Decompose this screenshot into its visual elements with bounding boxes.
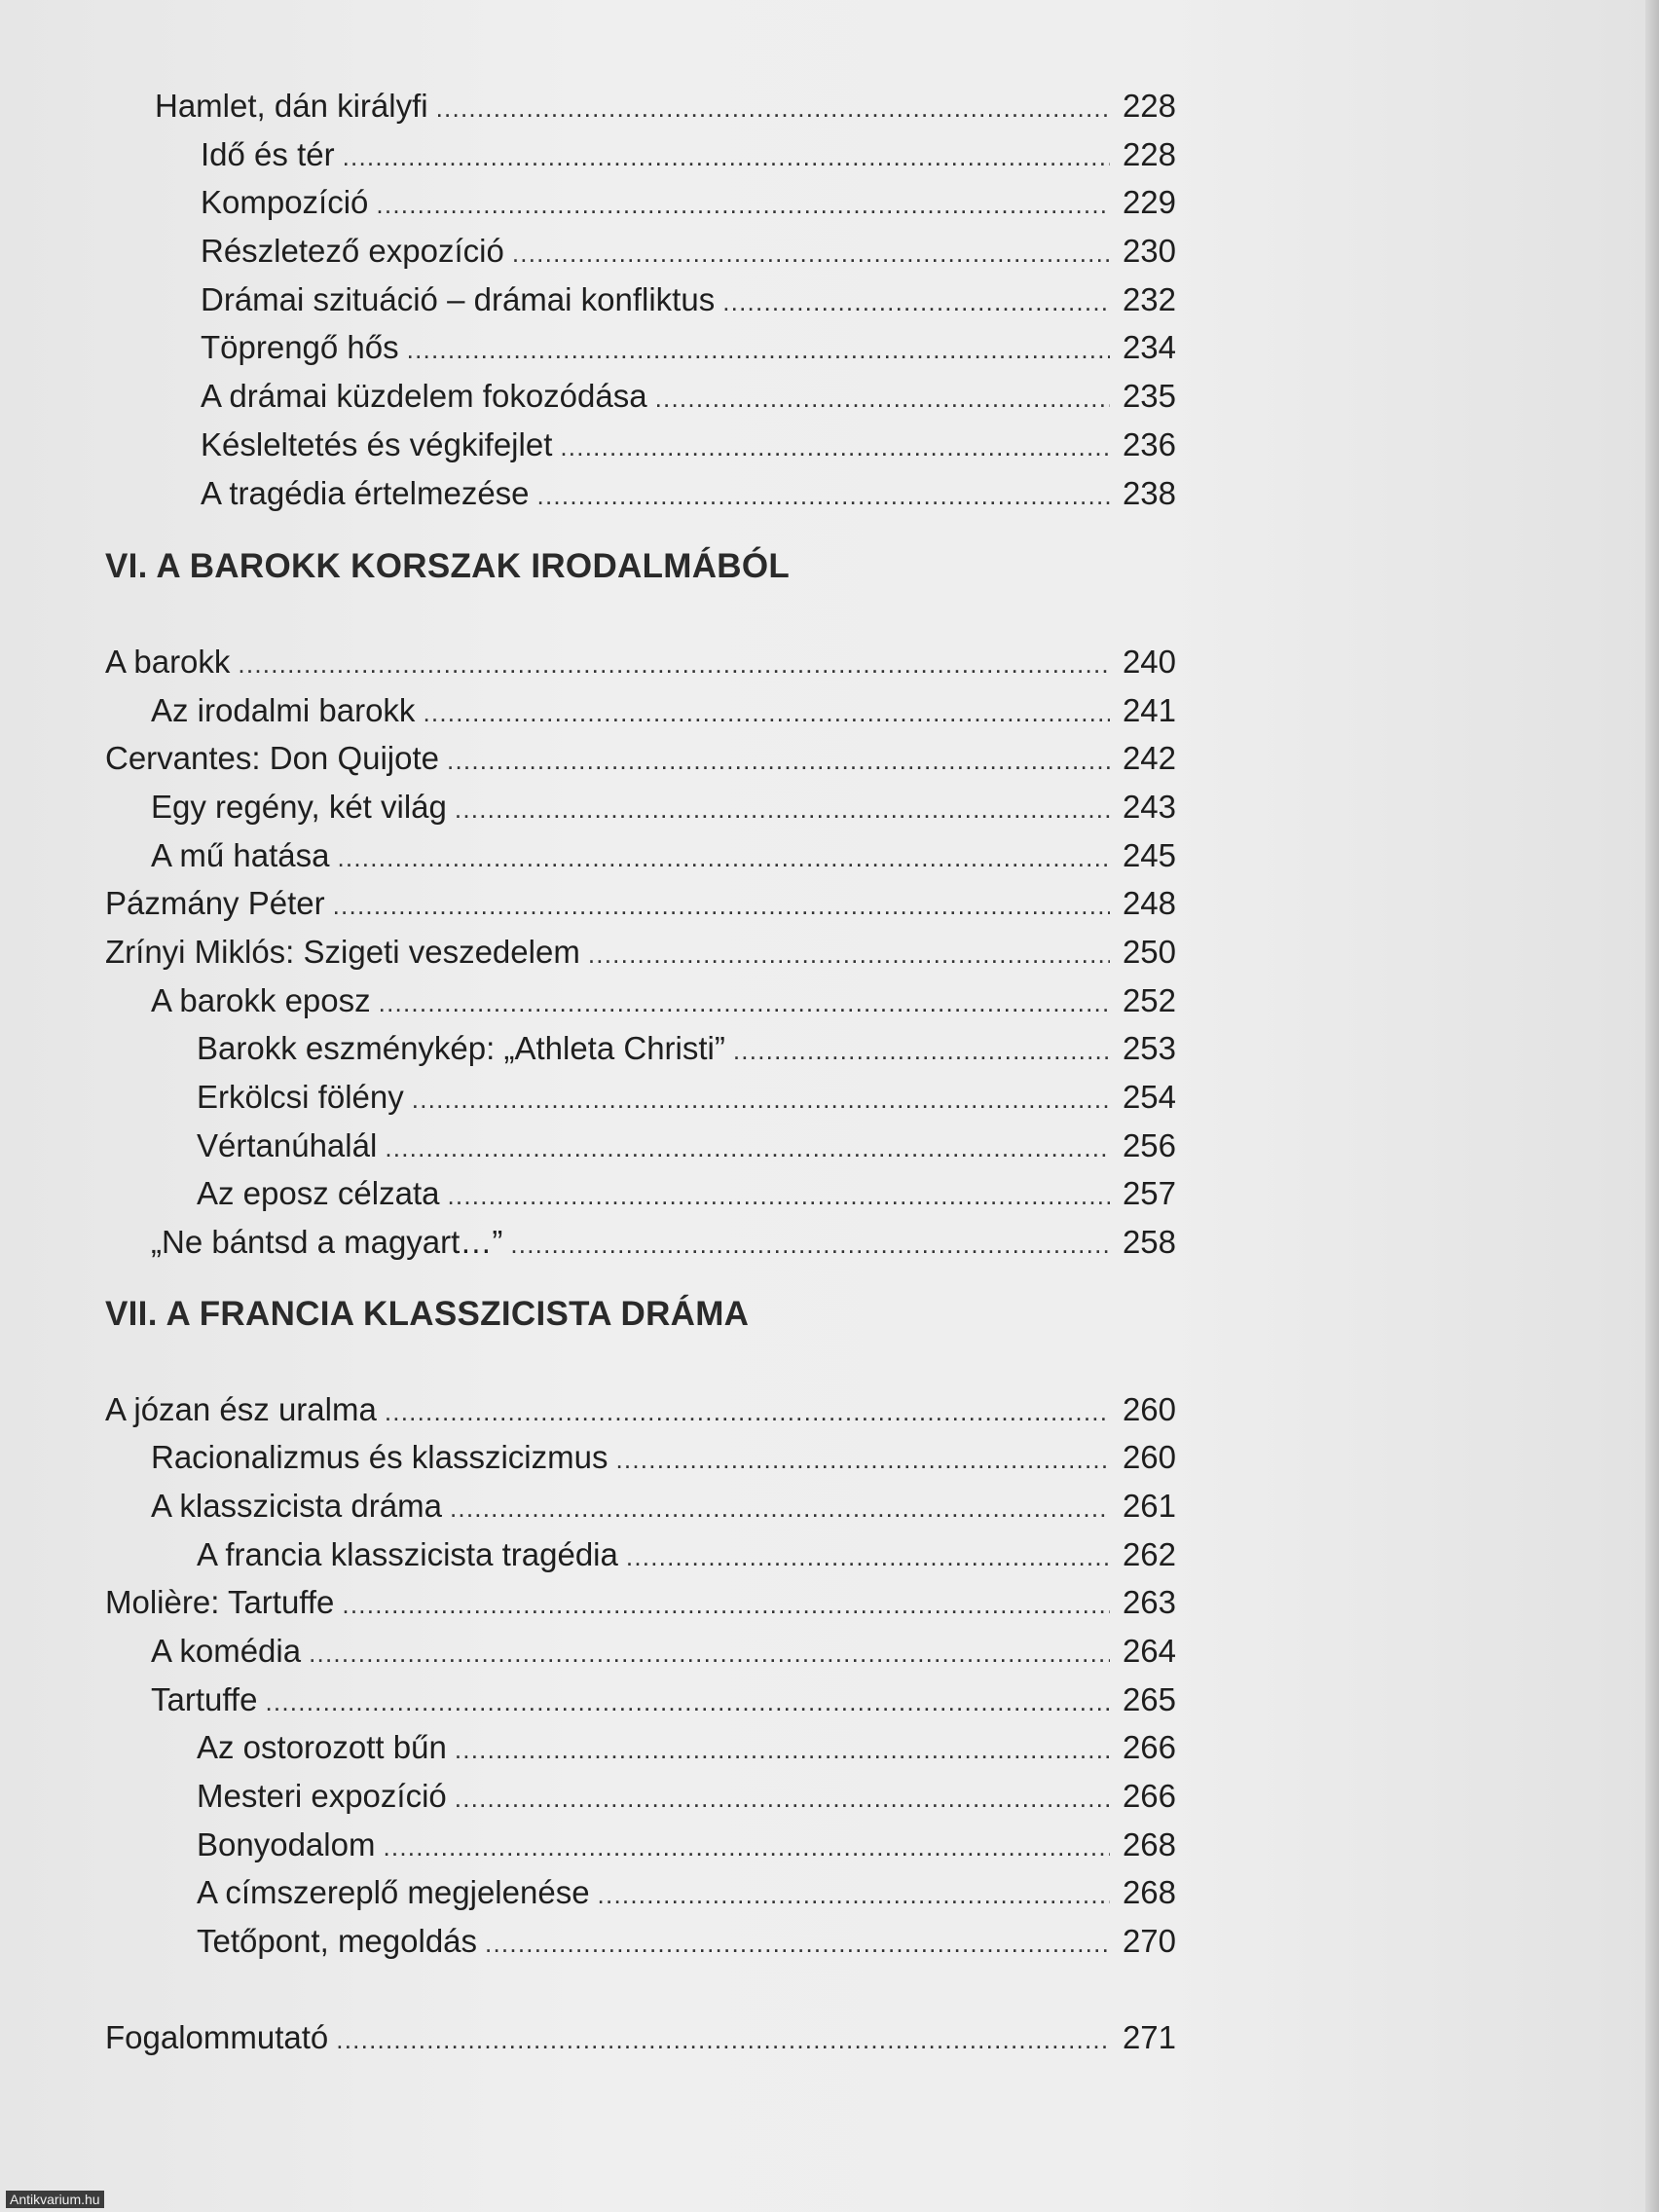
toc-entry-page: 270 <box>1122 1923 1176 1960</box>
dot-leader <box>385 1388 1110 1437</box>
toc-entry-page: 258 <box>1122 1224 1176 1261</box>
toc-entry-page: 228 <box>1122 135 1176 172</box>
dot-leader <box>265 1678 1110 1727</box>
dot-leader <box>455 786 1110 834</box>
dot-leader <box>615 1436 1110 1485</box>
dot-leader <box>450 1485 1110 1533</box>
toc-entry <box>105 1772 1176 1821</box>
toc-entry <box>155 82 1176 130</box>
toc-entry-title: „Ne bántsd a magyart…” <box>151 1224 503 1261</box>
toc-entry-page: 257 <box>1122 1175 1176 1212</box>
dot-leader <box>343 133 1110 182</box>
toc-entry-title: Vértanúhalál <box>197 1126 378 1163</box>
toc-entry-title: Tetőpont, megoldás <box>197 1923 478 1960</box>
toc-entry <box>105 276 1176 324</box>
toc-entry-page: 250 <box>1122 934 1176 970</box>
toc-entry-title: Bonyodalom <box>197 1825 376 1862</box>
dot-leader <box>337 834 1110 883</box>
toc-entry-page: 266 <box>1122 1729 1176 1766</box>
toc-entry-title: A tragédia értelmezése <box>201 474 530 511</box>
toc-entry-page: 261 <box>1122 1487 1176 1524</box>
toc-entry-page: 234 <box>1122 329 1176 366</box>
toc-entry <box>105 1676 1176 1724</box>
toc-entry <box>105 372 1176 421</box>
toc-entry-page: 271 <box>1122 2018 1176 2055</box>
toc-entry-title: Egy regény, két világ <box>151 788 447 825</box>
dot-leader <box>383 1824 1110 1872</box>
dot-leader <box>626 1533 1110 1582</box>
toc-entry-title: A józan ész uralma <box>105 1390 377 1427</box>
toc-entry-title: Pázmány Péter <box>105 885 325 922</box>
toc-entry <box>105 178 1176 227</box>
toc-entry-page: 230 <box>1122 233 1176 270</box>
watermark-credit: Antikvarium.hu <box>6 2191 104 2208</box>
toc-entry-page: 229 <box>1122 184 1176 221</box>
toc-entry-page: 265 <box>1122 1680 1176 1717</box>
dot-leader <box>379 979 1110 1028</box>
toc-entry-title: Hamlet, dán királyfi <box>155 88 428 124</box>
dot-leader <box>238 641 1110 689</box>
section-heading: VII. A FRANCIA KLASSZICISTA DRÁMA <box>105 1294 750 1333</box>
toc-entry <box>105 879 1176 928</box>
dot-leader <box>733 1027 1110 1076</box>
toc-entry-title: Tartuffe <box>151 1680 258 1717</box>
toc-entry-page: 254 <box>1122 1079 1176 1116</box>
toc-entry-page: 268 <box>1122 1825 1176 1862</box>
toc-entry <box>105 1530 1176 1579</box>
toc-entry-page: 266 <box>1122 1778 1176 1814</box>
toc-entry-title: Cervantes: Don Quijote <box>105 740 440 777</box>
toc-entry <box>105 323 1176 372</box>
toc-entry-title: Kompozíció <box>201 184 369 221</box>
toc-entry-title: Az eposz célzata <box>197 1175 440 1212</box>
table-of-contents <box>105 82 1176 2061</box>
toc-entry-title: Barokk eszménykép: „Athleta Christi” <box>197 1030 725 1067</box>
toc-entry-page: 263 <box>1122 1584 1176 1621</box>
toc-entry <box>105 1122 1176 1170</box>
toc-entry-title: Töprengő hős <box>201 329 399 366</box>
toc-entry-title: Részletező expozíció <box>201 233 504 270</box>
toc-entry <box>105 469 1176 518</box>
page-spine-shadow <box>1645 0 1659 2212</box>
toc-entry <box>105 1821 1176 1869</box>
toc-entry <box>105 1385 1176 1434</box>
toc-entry <box>105 1433 1176 1482</box>
section-heading: VI. A BAROKK KORSZAK IRODALMÁBÓL <box>105 547 791 586</box>
dot-leader <box>455 1726 1110 1775</box>
toc-entry-title: Drámai szituáció – drámai konfliktus <box>201 280 716 317</box>
toc-entry-page: 253 <box>1122 1030 1176 1067</box>
toc-entry <box>105 1024 1176 1073</box>
toc-entry <box>105 831 1176 880</box>
toc-entry-page: 248 <box>1122 885 1176 922</box>
toc-entry-title: Az irodalmi barokk <box>151 691 416 728</box>
toc-entry-page: 256 <box>1122 1126 1176 1163</box>
toc-entry <box>105 686 1176 735</box>
toc-entry-page: 235 <box>1122 378 1176 415</box>
toc-entry <box>105 130 1176 179</box>
toc-entry <box>105 1917 1176 1966</box>
toc-entry-title: A klasszicista dráma <box>151 1487 442 1524</box>
toc-entry-title: A címszereplő megjelenése <box>197 1874 590 1911</box>
dot-leader <box>336 2016 1110 2065</box>
dot-leader <box>447 737 1110 786</box>
toc-entry-page: 262 <box>1122 1535 1176 1572</box>
dot-leader <box>333 882 1110 931</box>
toc-entry-title: A barokk eposz <box>151 981 371 1018</box>
dot-leader <box>510 1221 1110 1270</box>
toc-entry <box>105 977 1176 1025</box>
dot-leader <box>722 278 1110 327</box>
toc-entry <box>105 1218 1176 1267</box>
dot-leader <box>407 326 1110 375</box>
dot-leader <box>385 1124 1110 1173</box>
dot-leader <box>436 85 1110 133</box>
toc-entry <box>105 1868 1176 1917</box>
toc-entry <box>105 227 1176 276</box>
toc-entry-page: 268 <box>1122 1874 1176 1911</box>
toc-entry-page: 228 <box>1122 88 1176 124</box>
toc-entry-page: 232 <box>1122 280 1176 317</box>
toc-entry-title: Fogalommutató <box>105 2018 329 2055</box>
toc-entry <box>105 1627 1176 1676</box>
toc-entry-title: Molière: Tartuffe <box>105 1584 335 1621</box>
dot-leader <box>485 1920 1110 1969</box>
toc-entry-title: A mű hatása <box>151 836 330 873</box>
dot-leader <box>423 689 1110 738</box>
toc-entry-title: Az ostorozott bűn <box>197 1729 447 1766</box>
toc-entry <box>105 783 1176 831</box>
toc-entry-title: A komédia <box>151 1632 302 1669</box>
toc-entry-page: 252 <box>1122 981 1176 1018</box>
toc-entry-page: 238 <box>1122 474 1176 511</box>
toc-entry-title: A drámai küzdelem fokozódása <box>201 378 647 415</box>
dot-leader <box>342 1581 1110 1630</box>
toc-entry-page: 236 <box>1122 425 1176 462</box>
toc-entry-page: 240 <box>1122 643 1176 680</box>
toc-entry-title: A barokk <box>105 643 231 680</box>
toc-entry-index <box>105 2013 1176 2062</box>
toc-entry-title: Késleltetés és végkifejlet <box>201 425 553 462</box>
toc-entry <box>105 1482 1176 1530</box>
dot-leader <box>309 1630 1110 1678</box>
toc-entry-page: 241 <box>1122 691 1176 728</box>
dot-leader <box>512 230 1110 278</box>
toc-entry-page: 243 <box>1122 788 1176 825</box>
toc-entry-page: 264 <box>1122 1632 1176 1669</box>
toc-entry-page: 260 <box>1122 1439 1176 1476</box>
toc-entry <box>105 421 1176 469</box>
dot-leader <box>455 1775 1110 1824</box>
dot-leader <box>655 375 1110 424</box>
toc-entry-page: 245 <box>1122 836 1176 873</box>
toc-entry <box>105 928 1176 977</box>
toc-entry-title: Idő és tér <box>201 135 335 172</box>
toc-entry <box>105 1723 1176 1772</box>
toc-entry-title: Erkölcsi fölény <box>197 1079 404 1116</box>
dot-leader <box>447 1172 1110 1221</box>
dot-leader <box>588 931 1110 979</box>
toc-entry <box>105 1169 1176 1218</box>
toc-entry <box>105 734 1176 783</box>
toc-entry-title: Racionalizmus és klasszicizmus <box>151 1439 608 1476</box>
toc-entry-title: A francia klasszicista tragédia <box>197 1535 618 1572</box>
dot-leader <box>376 181 1110 230</box>
toc-entry <box>105 1073 1176 1122</box>
dot-leader <box>537 472 1110 521</box>
dot-leader <box>598 1871 1110 1920</box>
toc-entry <box>105 638 1176 686</box>
toc-entry <box>105 1578 1176 1627</box>
toc-entry-page: 242 <box>1122 740 1176 777</box>
toc-entry-title: Zrínyi Miklós: Szigeti veszedelem <box>105 934 580 970</box>
toc-entry-title: Mesteri expozíció <box>197 1778 447 1814</box>
dot-leader <box>412 1076 1110 1124</box>
toc-entry-page: 260 <box>1122 1390 1176 1427</box>
dot-leader <box>560 424 1110 472</box>
